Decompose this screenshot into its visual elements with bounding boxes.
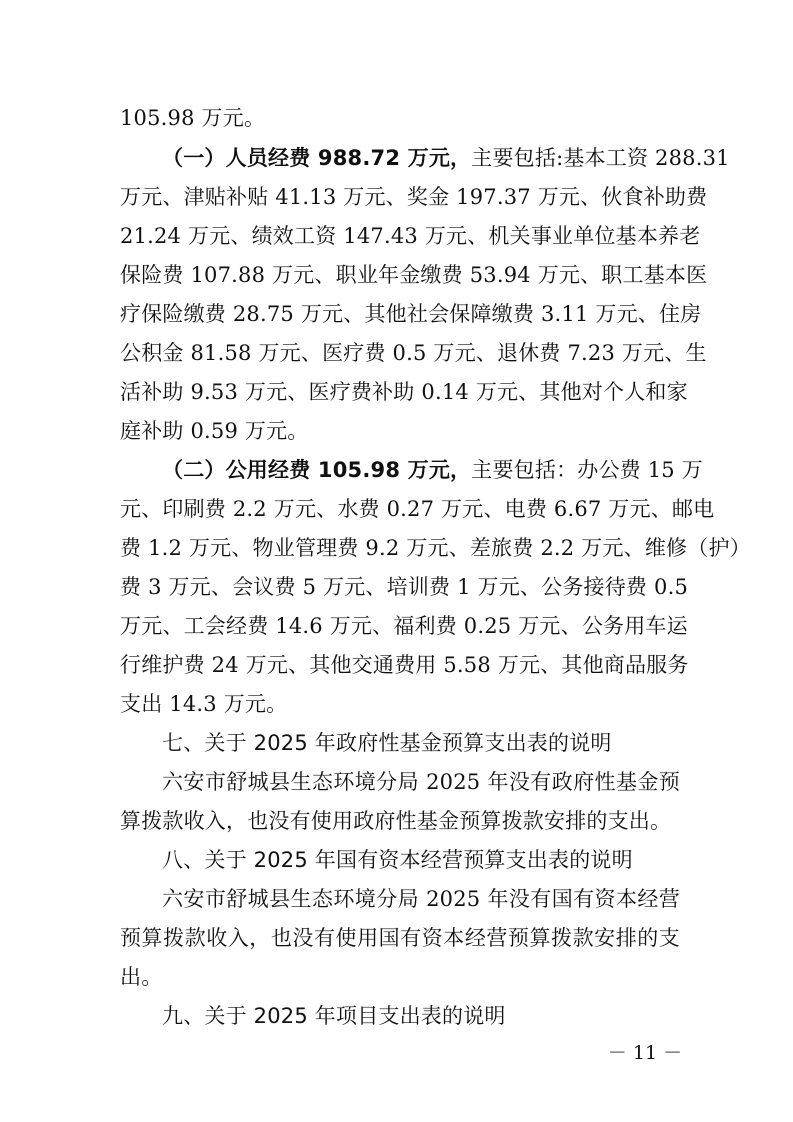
- public-line-0: 主要包括：办公费 15 万: [471, 458, 703, 482]
- personnel-line-6: 活补助 9.53 万元、医疗费补助 0.14 万元、其他对个人和家: [120, 380, 688, 404]
- public-first-line: [162, 455, 703, 485]
- public-line-5: 行维护费 24 万元、其他交通费用 5.58 万元、其他商品服务: [120, 653, 689, 677]
- public-line-2: 费 1.2 万元、物业管理费 9.2 万元、差旅费 2.2 万元、维修（护）: [120, 536, 751, 560]
- personnel-line-2: 21.24 万元、绩效工资 147.43 万元、机关事业单位基本养老: [120, 224, 701, 248]
- intro-tail-line: [120, 103, 680, 133]
- personnel-line-0: 主要包括:基本工资 288.31: [471, 146, 730, 170]
- section9-heading: 九、关于 2025 年项目支出表的说明: [162, 1004, 506, 1028]
- public-line-3: 费 3 万元、会议费 5 万元、培训费 1 万元、公务接待费 0.5: [120, 575, 689, 599]
- personnel-line-4: 疗保险缴费 28.75 万元、其他社会保障缴费 3.11 万元、住房: [120, 302, 702, 326]
- personnel-line-7: 庭补助 0.59 万元。: [120, 419, 309, 443]
- section7-heading: 七、关于 2025 年政府性基金预算支出表的说明: [162, 731, 612, 755]
- section8-line-1: 预算拨款收入，也没有使用国有资本经营预算拨款安排的支: [120, 926, 680, 950]
- section8-line-2: 出。: [120, 965, 163, 989]
- section7-line-0: 六安市舒城县生态环境分局 2025 年没有政府性基金预: [162, 770, 680, 794]
- personnel-line-1: 万元、津贴补贴 41.13 万元、奖金 197.37 万元、伙食补助费: [120, 185, 708, 209]
- personnel-label: （一）人员经费 988.72 万元，: [162, 146, 472, 170]
- intro-tail-text: 105.98 万元。: [120, 106, 266, 130]
- section8-heading: 八、关于 2025 年国有资本经营预算支出表的说明: [162, 848, 633, 872]
- public-line-6: 支出 14.3 万元。: [120, 692, 288, 716]
- section7-line-1: 算拨款收入，也没有使用政府性基金预算拨款安排的支出。: [120, 809, 672, 833]
- page-number: － 11 －: [607, 1042, 683, 1064]
- personnel-first-line: [162, 143, 730, 173]
- personnel-line-5: 公积金 81.58 万元、医疗费 0.5 万元、退休费 7.23 万元、生: [120, 341, 707, 365]
- public-line-4: 万元、工会经费 14.6 万元、福利费 0.25 万元、公务用车运: [120, 614, 688, 638]
- section8-line-0: 六安市舒城县生态环境分局 2025 年没有国有资本经营: [162, 887, 680, 911]
- public-line-1: 元、印刷费 2.2 万元、水费 0.27 万元、电费 6.67 万元、邮电: [120, 497, 715, 521]
- public-label: （二）公用经费 105.98 万元，: [162, 458, 472, 482]
- personnel-line-3: 保险费 107.88 万元、职业年金缴费 53.94 万元、职工基本医: [120, 263, 708, 287]
